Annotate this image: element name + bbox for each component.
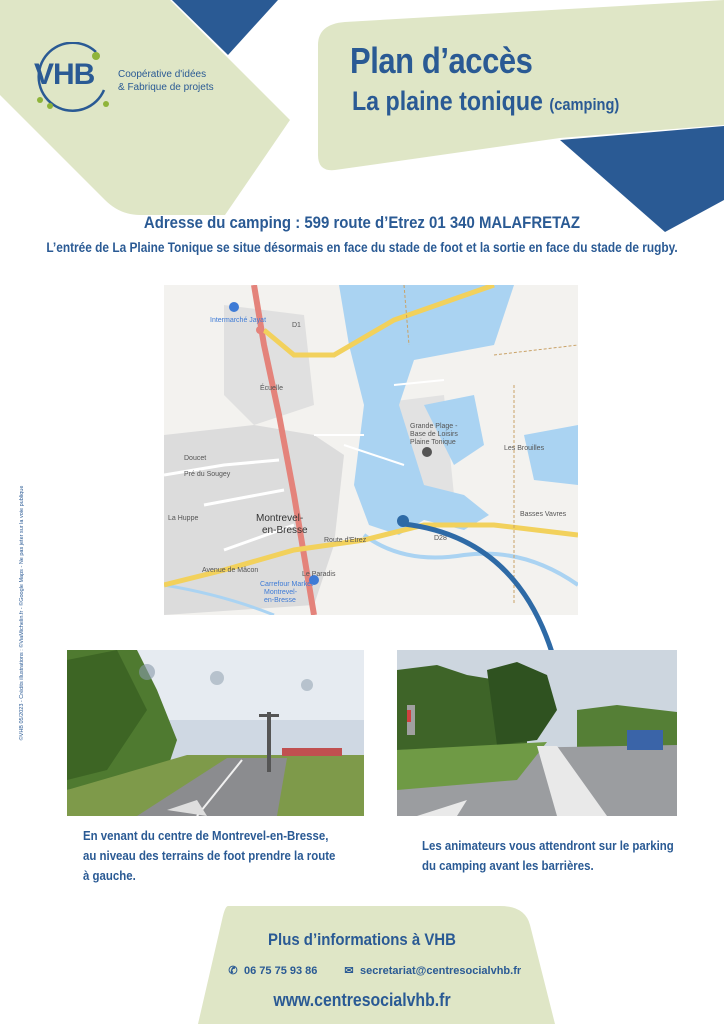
map-label-les-brouilles: Les Brouilles [504, 445, 545, 452]
logo-tagline [118, 68, 218, 94]
map-label-town-line2: en-Bresse [262, 525, 308, 536]
caption-right-line2: du camping avant les barrières. [422, 858, 594, 873]
map-label-ecuelle: Écuelle [260, 385, 283, 392]
contact-phone[interactable] [226, 964, 317, 977]
page-subtitle [352, 86, 619, 117]
logo-tagline-line2: & Fabrique de projets [118, 82, 214, 93]
website-link[interactable]: www.centresocialvhb.fr [273, 990, 451, 1010]
mail-icon: ✉ [344, 965, 354, 977]
map-label-d28: D28 [434, 535, 447, 542]
subtitle-text: La plaine tonique [352, 86, 543, 116]
photo-road-entry [67, 650, 364, 816]
map-label-town-line1: Montrevel- [256, 513, 304, 524]
caption-left-line3: à gauche. [83, 868, 136, 883]
camping-address: Adresse du camping : 599 route d’Etrez 01 340 MALAFRETAZ [143, 213, 581, 232]
logo-tagline-line1: Coopérative d'idées [118, 69, 207, 80]
caption-left [83, 826, 335, 886]
map-label-carrefour-line2: Montrevel- [264, 589, 298, 596]
map-label-avenue-macon: Avenue de Mâcon [202, 567, 259, 574]
map-label-base-line1: Grande Plage - [410, 423, 458, 430]
map-label-le-paradis: Le Paradis [302, 571, 336, 578]
caption-left-line2: au niveau des terrains de foot prendre la route [83, 848, 336, 863]
caption-left-line1: En venant du centre de Montrevel-en-Bresse, [83, 828, 329, 843]
caption-right [422, 836, 674, 876]
map-label-carrefour-line3: en-Bresse [264, 597, 296, 604]
map-label-pre-du-sougey: Pré du Sougey [184, 471, 231, 478]
map-label-intermarche: Intermarché Jayat [210, 317, 267, 324]
map-label-carrefour-line1: Carrefour Market [260, 581, 313, 588]
map-label-la-huppe: La Huppe [168, 515, 199, 522]
subtitle-note: (camping) [549, 95, 620, 114]
map-label-basses-vavres: Basses Vavres [520, 511, 567, 518]
contact-email[interactable] [342, 964, 521, 977]
map-label-base-line3: Plaine Tonique [410, 439, 456, 446]
info-title: Plus d’informations à VHB [268, 930, 456, 949]
map-label-doucet: Doucet [184, 455, 207, 462]
side-credit: ©VHB 05/2023 - Crédits illustrations : ©ViaMichelin.fr - ©Google Maps - Ne pas jeter sur la voie publique [19, 485, 25, 741]
photo-camping-parking [397, 650, 677, 816]
phone-icon: ✆ [228, 965, 238, 977]
entry-note: L’entrée de La Plaine Tonique se situe désormais en face du stade de foot et la sortie en face du stade de rugby. [46, 240, 678, 255]
email-address: secretariat@centresocialvhb.fr [360, 965, 522, 977]
vhb-logo-text: VHB [34, 58, 95, 91]
phone-number: 06 75 75 93 86 [244, 965, 318, 977]
map-label-d1: D1 [292, 322, 301, 329]
map-label-route-etrez: Route d'Etrez [324, 537, 367, 544]
caption-right-line1: Les animateurs vous attendront sur le parking [422, 838, 674, 853]
page-title: Plan d’accès [350, 40, 533, 81]
map-label-base-line2: Base de Loisirs [410, 431, 458, 438]
